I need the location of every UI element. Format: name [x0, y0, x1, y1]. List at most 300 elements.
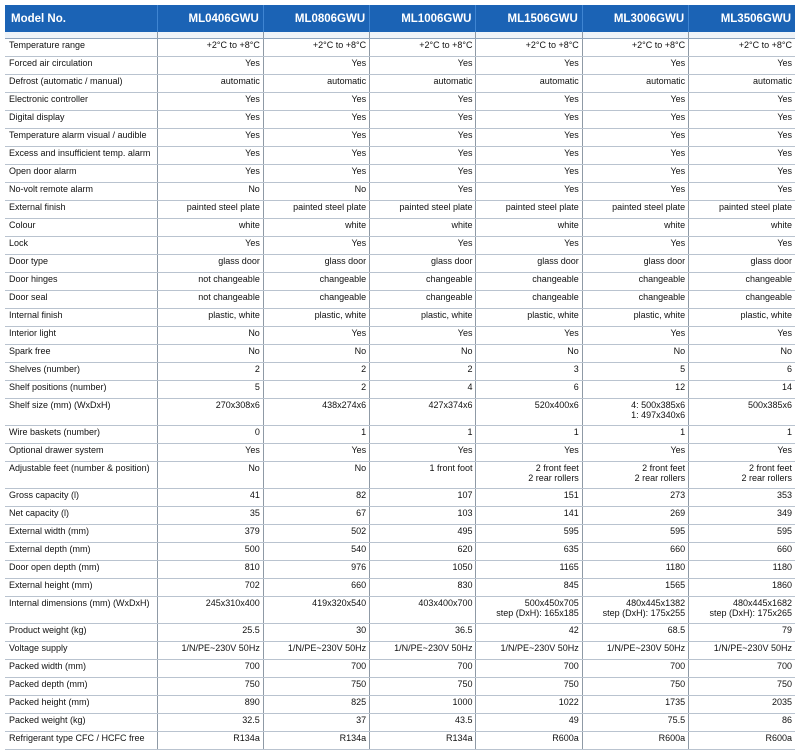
value-cell: R134a — [157, 732, 263, 750]
value-cell: 5 — [157, 381, 263, 399]
value-cell: Yes — [263, 165, 369, 183]
header-cell-model: ML3006GWU — [582, 5, 688, 32]
value-cell: Yes — [263, 237, 369, 255]
table-body — [5, 32, 795, 750]
value-cell: 750 — [157, 678, 263, 696]
value-cell: Yes — [689, 444, 795, 462]
value-cell: Yes — [689, 237, 795, 255]
row-label: Spark free — [5, 345, 157, 363]
table-row — [5, 525, 795, 543]
table-row — [5, 183, 795, 201]
value-cell: Yes — [582, 111, 688, 129]
value-cell: 0 — [157, 426, 263, 444]
row-label: Packed width (mm) — [5, 660, 157, 678]
table-row — [5, 39, 795, 57]
value-cell: 67 — [263, 507, 369, 525]
value-cell: glass door — [476, 255, 582, 273]
row-label: Net capacity (l) — [5, 507, 157, 525]
value-cell: No — [370, 345, 476, 363]
table-row — [5, 363, 795, 381]
value-cell: changeable — [689, 273, 795, 291]
value-cell: 635 — [476, 543, 582, 561]
value-cell: 1 front foot — [370, 462, 476, 489]
value-cell: Yes — [157, 129, 263, 147]
row-label: Digital display — [5, 111, 157, 129]
value-cell: 1 — [370, 426, 476, 444]
value-cell: 68.5 — [582, 624, 688, 642]
value-cell: 1 — [582, 426, 688, 444]
row-label: Electronic controller — [5, 93, 157, 111]
table-row — [5, 381, 795, 399]
value-cell: white — [689, 219, 795, 237]
value-cell: 151 — [476, 489, 582, 507]
value-cell: Yes — [476, 183, 582, 201]
value-cell: 14 — [689, 381, 795, 399]
row-label: Refrigerant type CFC / HCFC free — [5, 732, 157, 750]
value-cell: Yes — [370, 111, 476, 129]
value-cell: Yes — [582, 147, 688, 165]
value-cell: changeable — [370, 291, 476, 309]
row-label: Packed depth (mm) — [5, 678, 157, 696]
value-cell: Yes — [263, 93, 369, 111]
table-row — [5, 678, 795, 696]
table-row — [5, 93, 795, 111]
table-row — [5, 561, 795, 579]
table-row — [5, 543, 795, 561]
value-cell: R600a — [582, 732, 688, 750]
value-cell: 42 — [476, 624, 582, 642]
value-cell: Yes — [689, 165, 795, 183]
value-cell: 5 — [582, 363, 688, 381]
value-cell: 1180 — [582, 561, 688, 579]
value-cell: plastic, white — [689, 309, 795, 327]
value-cell: R134a — [370, 732, 476, 750]
value-cell: Yes — [157, 165, 263, 183]
value-cell: 502 — [263, 525, 369, 543]
value-cell: glass door — [263, 255, 369, 273]
table-row — [5, 597, 795, 624]
spec-table — [5, 5, 795, 750]
value-cell: Yes — [263, 147, 369, 165]
value-cell: 700 — [476, 660, 582, 678]
table-row — [5, 255, 795, 273]
value-cell: 1565 — [582, 579, 688, 597]
value-cell: Yes — [689, 129, 795, 147]
value-cell: Yes — [476, 93, 582, 111]
value-cell: painted steel plate — [689, 201, 795, 219]
value-cell: Yes — [582, 129, 688, 147]
value-cell: Yes — [157, 57, 263, 75]
table-row — [5, 291, 795, 309]
table-row — [5, 426, 795, 444]
row-label: Packed height (mm) — [5, 696, 157, 714]
value-cell: 12 — [582, 381, 688, 399]
value-cell: 700 — [157, 660, 263, 678]
value-cell: 273 — [582, 489, 688, 507]
value-cell: +2°C to +8°C — [370, 39, 476, 57]
row-label: Gross capacity (l) — [5, 489, 157, 507]
table-row — [5, 462, 795, 489]
value-cell: No — [157, 183, 263, 201]
value-cell: changeable — [476, 273, 582, 291]
value-cell: No — [157, 327, 263, 345]
value-cell: changeable — [263, 273, 369, 291]
row-label: Voltage supply — [5, 642, 157, 660]
value-cell: Yes — [689, 111, 795, 129]
value-cell: 2 — [263, 381, 369, 399]
value-cell: Yes — [582, 444, 688, 462]
table-row — [5, 129, 795, 147]
row-label: Optional drawer system — [5, 444, 157, 462]
header-cell-model: ML1006GWU — [370, 5, 476, 32]
value-cell: 1/N/PE~230V 50Hz — [582, 642, 688, 660]
value-cell: Yes — [370, 237, 476, 255]
value-cell: 245x310x400 — [157, 597, 263, 624]
value-cell: 75.5 — [582, 714, 688, 732]
table-row — [5, 660, 795, 678]
value-cell: 2 front feet 2 rear rollers — [476, 462, 582, 489]
value-cell: 480x445x1682 step (DxH): 175x265 — [689, 597, 795, 624]
value-cell: 1180 — [689, 561, 795, 579]
value-cell: +2°C to +8°C — [157, 39, 263, 57]
value-cell: +2°C to +8°C — [263, 39, 369, 57]
value-cell: 269 — [582, 507, 688, 525]
value-cell: automatic — [370, 75, 476, 93]
value-cell: Yes — [476, 444, 582, 462]
value-cell: white — [476, 219, 582, 237]
value-cell: Yes — [689, 57, 795, 75]
value-cell: 845 — [476, 579, 582, 597]
value-cell: 427x374x6 — [370, 399, 476, 426]
value-cell: 495 — [370, 525, 476, 543]
value-cell: Yes — [476, 165, 582, 183]
value-cell: 379 — [157, 525, 263, 543]
table-row — [5, 732, 795, 750]
table-row — [5, 489, 795, 507]
value-cell: glass door — [157, 255, 263, 273]
row-label: Shelf size (mm) (WxDxH) — [5, 399, 157, 426]
table-row — [5, 219, 795, 237]
value-cell: +2°C to +8°C — [476, 39, 582, 57]
value-cell: 103 — [370, 507, 476, 525]
header-row — [5, 5, 795, 32]
value-cell: automatic — [263, 75, 369, 93]
value-cell: changeable — [582, 291, 688, 309]
table-row — [5, 237, 795, 255]
value-cell: 438x274x6 — [263, 399, 369, 426]
value-cell: 4: 500x385x6 1: 497x340x6 — [582, 399, 688, 426]
table-row — [5, 444, 795, 462]
value-cell: 35 — [157, 507, 263, 525]
value-cell: 830 — [370, 579, 476, 597]
value-cell: 2 — [370, 363, 476, 381]
value-cell: No — [582, 345, 688, 363]
row-label: Open door alarm — [5, 165, 157, 183]
value-cell: glass door — [582, 255, 688, 273]
value-cell: Yes — [370, 93, 476, 111]
table-header — [5, 5, 795, 32]
row-label: Internal dimensions (mm) (WxDxH) — [5, 597, 157, 624]
value-cell: No — [263, 345, 369, 363]
value-cell: changeable — [689, 291, 795, 309]
table-row — [5, 714, 795, 732]
value-cell: Yes — [157, 237, 263, 255]
value-cell: 595 — [476, 525, 582, 543]
table-row — [5, 309, 795, 327]
value-cell: glass door — [370, 255, 476, 273]
header-cell-model: ML0406GWU — [157, 5, 263, 32]
table-row — [5, 165, 795, 183]
value-cell: automatic — [689, 75, 795, 93]
table-row — [5, 345, 795, 363]
value-cell: 30 — [263, 624, 369, 642]
value-cell: 1022 — [476, 696, 582, 714]
value-cell: 500x450x705 step (DxH): 165x185 — [476, 597, 582, 624]
row-label: Door hinges — [5, 273, 157, 291]
value-cell: Yes — [476, 147, 582, 165]
value-cell: Yes — [476, 327, 582, 345]
value-cell: 750 — [263, 678, 369, 696]
value-cell: 107 — [370, 489, 476, 507]
value-cell: 595 — [582, 525, 688, 543]
value-cell: 353 — [689, 489, 795, 507]
value-cell: painted steel plate — [263, 201, 369, 219]
value-cell: 1735 — [582, 696, 688, 714]
row-label: External width (mm) — [5, 525, 157, 543]
table-row — [5, 327, 795, 345]
header-cell-model: ML0806GWU — [263, 5, 369, 32]
value-cell: Yes — [476, 237, 582, 255]
value-cell: 660 — [689, 543, 795, 561]
value-cell: glass door — [689, 255, 795, 273]
row-label: Colour — [5, 219, 157, 237]
value-cell: 6 — [476, 381, 582, 399]
value-cell: 49 — [476, 714, 582, 732]
value-cell: 1 — [263, 426, 369, 444]
header-cell-model: ML1506GWU — [476, 5, 582, 32]
value-cell: No — [263, 462, 369, 489]
value-cell: painted steel plate — [476, 201, 582, 219]
value-cell: 1/N/PE~230V 50Hz — [689, 642, 795, 660]
value-cell: automatic — [476, 75, 582, 93]
value-cell: 141 — [476, 507, 582, 525]
row-label: Door type — [5, 255, 157, 273]
value-cell: Yes — [157, 111, 263, 129]
value-cell: R600a — [476, 732, 582, 750]
value-cell: 500 — [157, 543, 263, 561]
row-label: Internal finish — [5, 309, 157, 327]
row-label: No-volt remote alarm — [5, 183, 157, 201]
value-cell: Yes — [689, 183, 795, 201]
table-row — [5, 399, 795, 426]
value-cell: 79 — [689, 624, 795, 642]
value-cell: 480x445x1382 step (DxH): 175x255 — [582, 597, 688, 624]
value-cell: Yes — [689, 93, 795, 111]
value-cell: Yes — [582, 93, 688, 111]
value-cell: 520x400x6 — [476, 399, 582, 426]
value-cell: No — [157, 345, 263, 363]
row-label: External height (mm) — [5, 579, 157, 597]
header-cell-model: ML3506GWU — [689, 5, 795, 32]
value-cell: 620 — [370, 543, 476, 561]
header-cell-model-no: Model No. — [5, 5, 157, 32]
value-cell: changeable — [582, 273, 688, 291]
value-cell: 1 — [476, 426, 582, 444]
table-row — [5, 507, 795, 525]
value-cell: 700 — [582, 660, 688, 678]
value-cell: 86 — [689, 714, 795, 732]
value-cell: 1165 — [476, 561, 582, 579]
value-cell: Yes — [263, 57, 369, 75]
value-cell: 2 — [157, 363, 263, 381]
row-label: Packed weight (kg) — [5, 714, 157, 732]
value-cell: 1860 — [689, 579, 795, 597]
value-cell: Yes — [263, 444, 369, 462]
row-label: Shelf positions (number) — [5, 381, 157, 399]
value-cell: 2 front feet 2 rear rollers — [689, 462, 795, 489]
value-cell: 750 — [370, 678, 476, 696]
row-label: Interior light — [5, 327, 157, 345]
row-label: Product weight (kg) — [5, 624, 157, 642]
table-row — [5, 111, 795, 129]
table-row — [5, 57, 795, 75]
value-cell: 1/N/PE~230V 50Hz — [476, 642, 582, 660]
value-cell: 2 — [263, 363, 369, 381]
value-cell: Yes — [370, 57, 476, 75]
value-cell: 4 — [370, 381, 476, 399]
value-cell: Yes — [476, 111, 582, 129]
value-cell: Yes — [689, 147, 795, 165]
table-row — [5, 579, 795, 597]
table-row — [5, 273, 795, 291]
value-cell: Yes — [370, 327, 476, 345]
row-label: Door seal — [5, 291, 157, 309]
value-cell: changeable — [370, 273, 476, 291]
value-cell: Yes — [370, 183, 476, 201]
row-label: Forced air circulation — [5, 57, 157, 75]
value-cell: 41 — [157, 489, 263, 507]
value-cell: Yes — [582, 327, 688, 345]
value-cell: plastic, white — [157, 309, 263, 327]
value-cell: Yes — [157, 147, 263, 165]
value-cell: 700 — [689, 660, 795, 678]
value-cell: 43.5 — [370, 714, 476, 732]
value-cell: Yes — [476, 57, 582, 75]
value-cell: automatic — [157, 75, 263, 93]
value-cell: R600a — [689, 732, 795, 750]
value-cell: 825 — [263, 696, 369, 714]
row-label: Shelves (number) — [5, 363, 157, 381]
value-cell: 1/N/PE~230V 50Hz — [157, 642, 263, 660]
row-label: Lock — [5, 237, 157, 255]
value-cell: white — [157, 219, 263, 237]
value-cell: white — [582, 219, 688, 237]
row-label: External finish — [5, 201, 157, 219]
row-label: Excess and insufficient temp. alarm — [5, 147, 157, 165]
value-cell: changeable — [263, 291, 369, 309]
value-cell: 349 — [689, 507, 795, 525]
value-cell: 1 — [689, 426, 795, 444]
value-cell: plastic, white — [476, 309, 582, 327]
value-cell: 702 — [157, 579, 263, 597]
value-cell: automatic — [582, 75, 688, 93]
value-cell: 976 — [263, 561, 369, 579]
value-cell: painted steel plate — [370, 201, 476, 219]
value-cell: 1050 — [370, 561, 476, 579]
value-cell: 1000 — [370, 696, 476, 714]
value-cell: 540 — [263, 543, 369, 561]
value-cell: Yes — [582, 165, 688, 183]
value-cell: 810 — [157, 561, 263, 579]
value-cell: 700 — [263, 660, 369, 678]
value-cell: Yes — [689, 327, 795, 345]
value-cell: No — [263, 183, 369, 201]
row-label: External depth (mm) — [5, 543, 157, 561]
value-cell: Yes — [476, 129, 582, 147]
value-cell: Yes — [263, 327, 369, 345]
value-cell: 82 — [263, 489, 369, 507]
row-label: Door open depth (mm) — [5, 561, 157, 579]
value-cell: 660 — [582, 543, 688, 561]
row-label: Temperature alarm visual / audible — [5, 129, 157, 147]
value-cell: white — [263, 219, 369, 237]
value-cell: No — [157, 462, 263, 489]
value-cell: plastic, white — [582, 309, 688, 327]
value-cell: No — [689, 345, 795, 363]
value-cell: 36.5 — [370, 624, 476, 642]
value-cell: Yes — [263, 129, 369, 147]
value-cell: 750 — [582, 678, 688, 696]
table-row — [5, 642, 795, 660]
value-cell: 37 — [263, 714, 369, 732]
value-cell: 1/N/PE~230V 50Hz — [370, 642, 476, 660]
row-label: Defrost (automatic / manual) — [5, 75, 157, 93]
value-cell: 595 — [689, 525, 795, 543]
value-cell: R134a — [263, 732, 369, 750]
value-cell: painted steel plate — [157, 201, 263, 219]
value-cell: 25.5 — [157, 624, 263, 642]
value-cell: 2035 — [689, 696, 795, 714]
value-cell: 270x308x6 — [157, 399, 263, 426]
value-cell: 403x400x700 — [370, 597, 476, 624]
value-cell: not changeable — [157, 291, 263, 309]
value-cell: 750 — [689, 678, 795, 696]
value-cell: Yes — [370, 444, 476, 462]
value-cell: No — [476, 345, 582, 363]
value-cell: Yes — [157, 93, 263, 111]
value-cell: 660 — [263, 579, 369, 597]
table-row — [5, 201, 795, 219]
table-row — [5, 147, 795, 165]
table-row — [5, 696, 795, 714]
value-cell: 3 — [476, 363, 582, 381]
table-row — [5, 75, 795, 93]
value-cell: 1/N/PE~230V 50Hz — [263, 642, 369, 660]
value-cell: +2°C to +8°C — [689, 39, 795, 57]
value-cell: 419x320x540 — [263, 597, 369, 624]
value-cell: plastic, white — [263, 309, 369, 327]
value-cell: 32.5 — [157, 714, 263, 732]
value-cell: +2°C to +8°C — [582, 39, 688, 57]
row-label: Wire baskets (number) — [5, 426, 157, 444]
value-cell: not changeable — [157, 273, 263, 291]
value-cell: 750 — [476, 678, 582, 696]
value-cell: Yes — [582, 237, 688, 255]
value-cell: changeable — [476, 291, 582, 309]
value-cell: Yes — [582, 57, 688, 75]
value-cell: Yes — [370, 147, 476, 165]
value-cell: painted steel plate — [582, 201, 688, 219]
